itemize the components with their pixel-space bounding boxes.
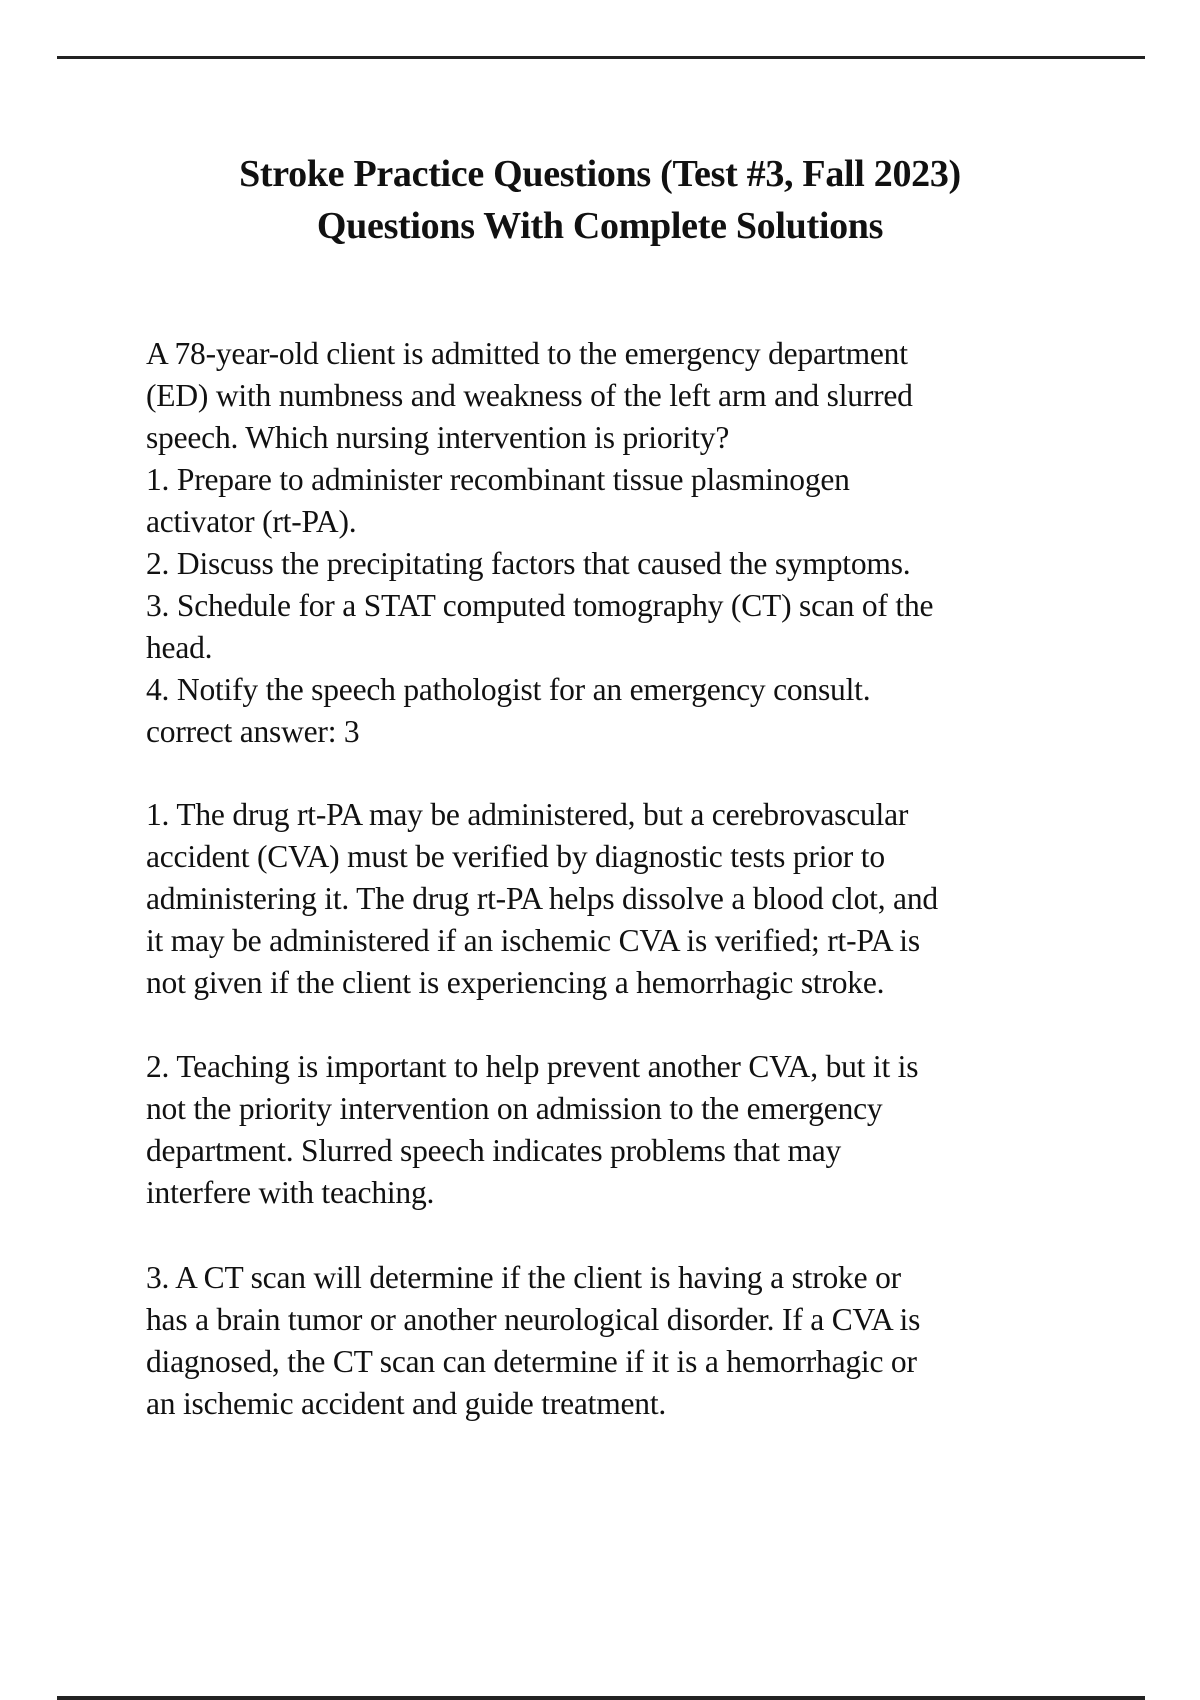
option-4-line: 4. Notify the speech pathologist for an emergency consult. — [146, 672, 871, 707]
option-3-line: 3. Schedule for a STAT computed tomography (CT) scan of the — [146, 588, 934, 623]
explanation-line: 3. A CT scan will determine if the client is having a stroke or — [146, 1260, 901, 1295]
explanation-line: an ischemic accident and guide treatment. — [146, 1386, 667, 1421]
explanation-line: department. Slurred speech indicates problems that may — [146, 1133, 842, 1168]
option-2-line: 2. Discuss the precipitating factors that caused the symptoms. — [146, 546, 911, 581]
explanation-2 — [146, 1046, 1106, 1214]
explanation-line: 2. Teaching is important to help prevent another CVA, but it is — [146, 1049, 919, 1084]
option-1-line: 1. Prepare to administer recombinant tissue plasminogen — [146, 462, 850, 497]
explanation-3 — [146, 1257, 1106, 1425]
explanation-line: diagnosed, the CT scan can determine if it is a hemorrhagic or — [146, 1344, 917, 1379]
explanation-line: interfere with teaching. — [146, 1175, 435, 1210]
bottom-rule — [57, 1696, 1145, 1700]
question-stem-line: speech. Which nursing intervention is priority? — [146, 420, 730, 455]
question-stem-line: (ED) with numbness and weakness of the left arm and slurred — [146, 378, 913, 413]
explanation-line: 1. The drug rt-PA may be administered, but a cerebrovascular — [146, 797, 909, 832]
explanation-line: administering it. The drug rt-PA helps dissolve a blood clot, and — [146, 881, 938, 916]
explanation-line: not the priority intervention on admission to the emergency — [146, 1091, 883, 1126]
title-line-2: Questions With Complete Solutions — [316, 205, 884, 247]
explanation-line: accident (CVA) must be verified by diagnostic tests prior to — [146, 839, 885, 874]
explanation-line: has a brain tumor or another neurological disorder. If a CVA is — [146, 1302, 921, 1337]
question-block — [146, 333, 1106, 753]
explanation-1 — [146, 794, 1106, 1004]
explanation-line: it may be administered if an ischemic CVA is verified; rt-PA is — [146, 923, 920, 958]
document-title — [0, 148, 1200, 252]
title-line-1: Stroke Practice Questions (Test #3, Fall 2023) — [239, 153, 961, 195]
top-rule — [57, 56, 1145, 59]
correct-answer: correct answer: 3 — [146, 714, 360, 749]
option-1-line: activator (rt-PA). — [146, 504, 357, 539]
explanation-line: not given if the client is experiencing a hemorrhagic stroke. — [146, 965, 885, 1000]
option-3-line: head. — [146, 630, 213, 665]
question-stem-line: A 78-year-old client is admitted to the emergency department — [146, 336, 908, 371]
